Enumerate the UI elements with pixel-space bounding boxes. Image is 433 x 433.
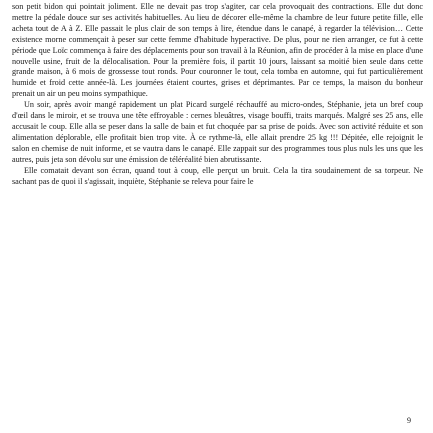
paragraph: son petit bidon qui pointait joliment. Elle ne devait pas trop s'agiter, car cela provoquait des contractions. Elle dut donc mettre la pédale douce sur ses activités habituelles. Au lieu de décorer elle-même la chambre de leur future petite fille, elle acheta tout de A à Z. Elle passait le plus clair de son temps à lire, étendue dans le canapé, à regarder la télévision… Cette existence morne commençait à peser sur cette femme d'habitude hyperactive. De plus, pour ne rien arranger, ce fut à cette période que Loïc commença à faire des déplacements pour son travail à la Réunion, afin de procéder à la mise en place d'une nouvelle usine, fruit de la délocalisation. Pour la première fois, il partit 10 jours, laissant sa moitié bien seule dans cette grande maison, à 6 mois de grossesse tout ronds. Pour couronner le tout, cela tomba en automne, qui fut particulièrement humide et froid cette année-là. Les journées étaient courtes, grises et déprimantes. Par ce temps, la maison du bonheur prenait un air un peu moins sympathique. — [12, 2, 423, 99]
paragraph: Un soir, après avoir mangé rapidement un plat Picard surgelé réchauffé au micro-ondes, Stéphanie, jeta un bref coup d'œil dans le miroir, et se trouva une tête effroyable : cernes bleuâtres, visage bouffi, traits marqués. Malgré ses 25 ans, elle accusait le coup. Elle alla se peser dans la salle de bain et fut choquée par sa prise de poids. Avec son activité réduite et son alimentation déplorable, elle profitait bien trop vite. À ce rythme-là, elle allait prendre 25 kg !!! Dépitée, elle rejoignit le salon en chemise de nuit informe, et se vautra dans le canapé. Elle zappait sur des programmes tous plus nuls les uns que les autres, puis jeta son dévolu sur une émission de téléréalité bien abrutissante. — [12, 100, 423, 164]
paragraph: Elle comatait devant son écran, quand tout à coup, elle perçut un bruit. Cela la tira soudainement de sa torpeur. Ne sachant pas de quoi il s'agissait, inquiète, Stéphanie se releva pour faire le — [12, 165, 423, 186]
body-text — [12, 2, 423, 187]
page-number: 9 — [407, 416, 411, 425]
